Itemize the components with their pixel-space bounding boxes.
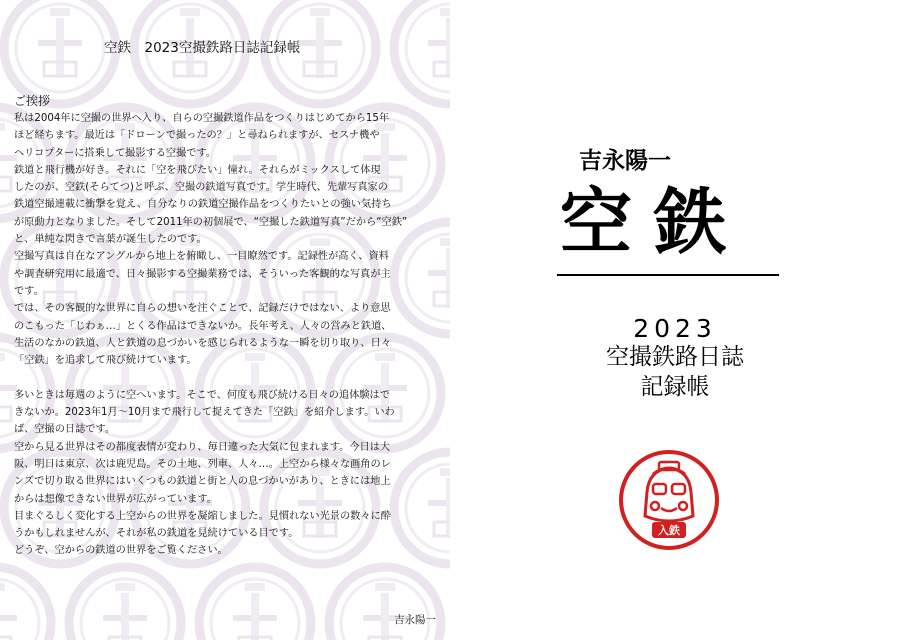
body-line: のこもった「じわぁ…」とくる作品はできないか。長年考え、人々の営みと鉄道、: [14, 320, 392, 332]
body-line: からは想像できない世界が広がっています。: [14, 493, 217, 505]
body-line: 阪、明日は東京、次は鹿児島。その土地、列車、人々…。上空から様々な画角のレ: [14, 458, 391, 470]
document-title: 空鉄 2023空撮鉄路日誌記録帳: [104, 40, 301, 56]
body-line: です。: [14, 285, 44, 297]
body-line: 私は2004年に空撮の世界へ入り、自らの空撮鉄道作品をつくりはじめてから15年: [14, 113, 390, 124]
body-line: したのが、空鉄(そらてつ)と呼ぶ、空撮の鉄道写真です。学生時代、先輩写真家の: [14, 182, 388, 194]
body-line: [14, 369, 440, 386]
body-line: や調査研究用に最適で、日々撮影する空撮業務では、そういった客観的な写真が主: [14, 268, 391, 280]
body-line: ほど経ちます。最近は「ドローンで撮ったの？」と尋ねられますが、セスナ機や: [14, 130, 380, 142]
train-face-stamp-icon: [617, 448, 721, 552]
year-label: 2023: [633, 314, 717, 343]
body-line: では、その客観的な世界に自らの想いを注ぐことで、記録だけではない、より意思: [14, 303, 391, 315]
body-line: 多いときは毎週のように空へいます。そこで、何度も飛び続ける日々の追体験はで: [14, 389, 390, 401]
author-name: 吉永陽一: [579, 148, 671, 174]
stamp-label: 入鉄: [658, 524, 680, 537]
body-line: きないか。2023年1月～10月まで飛行して捉えてきた「空鉄」を紹介します。いわ: [14, 407, 395, 419]
signature: 吉永陽一: [394, 614, 436, 626]
body-line: ヘリコプターに搭乗して撮影する空撮です。: [14, 147, 217, 159]
body-line: ンズで切り取る世界にはいくつもの鉄道と街と人の息づかいがあり、ときには地上: [14, 476, 391, 488]
subtitle-line-2: 記録帳: [640, 374, 710, 400]
subtitle-line-1: 空撮鉄路日誌: [606, 344, 744, 370]
body-line: 鉄道空撮連載に衝撃を覚え、自分なりの鉄道空撮作品をつくりたいとの強い気持ち: [14, 199, 392, 211]
body-line: 空撮写真は自在なアングルから地上を俯瞰し、一目瞭然です。記録性が高く、資料: [14, 251, 389, 263]
body-line: どうぞ、空からの鉄道の世界をご覧ください。: [14, 545, 228, 557]
body-line: ば、空撮の日誌です。: [14, 424, 116, 436]
body-line: 生活のなかの鉄道、人と鉄道の息づかいを感じられるような一瞬を切り取り、日々: [14, 337, 391, 349]
body-line: 鉄道と飛行機が好き。それに「空を飛びたい」憧れ。それらがミックスして体現: [14, 164, 381, 176]
body-line: 目まぐるしく変化する上空からの世界を凝縮しました。見慣れない光景の数々に酔: [14, 510, 391, 522]
body-line: うかもしれませんが、それが私の鉄道を見続けている目です。: [14, 528, 299, 540]
main-title: 空鉄: [560, 180, 749, 264]
title-underline: [557, 274, 779, 276]
greeting-heading: ご挨拶: [14, 94, 51, 108]
body-line: 「空鉄」を追求して飛び続けています。: [14, 355, 197, 367]
body-line: と、単純な閃きで言葉が誕生したのです。: [14, 234, 207, 246]
greeting-body-text: [14, 110, 440, 560]
body-line: 空から見る世界はその都度表情が変わり、毎日違った大気に包まれます。今日は大: [14, 441, 391, 453]
body-line: が原動力となりました。そして2011年の初個展で、“空撮した鉄道写真”だから“空鉄”: [14, 216, 408, 228]
right-page-cover: [450, 0, 900, 640]
